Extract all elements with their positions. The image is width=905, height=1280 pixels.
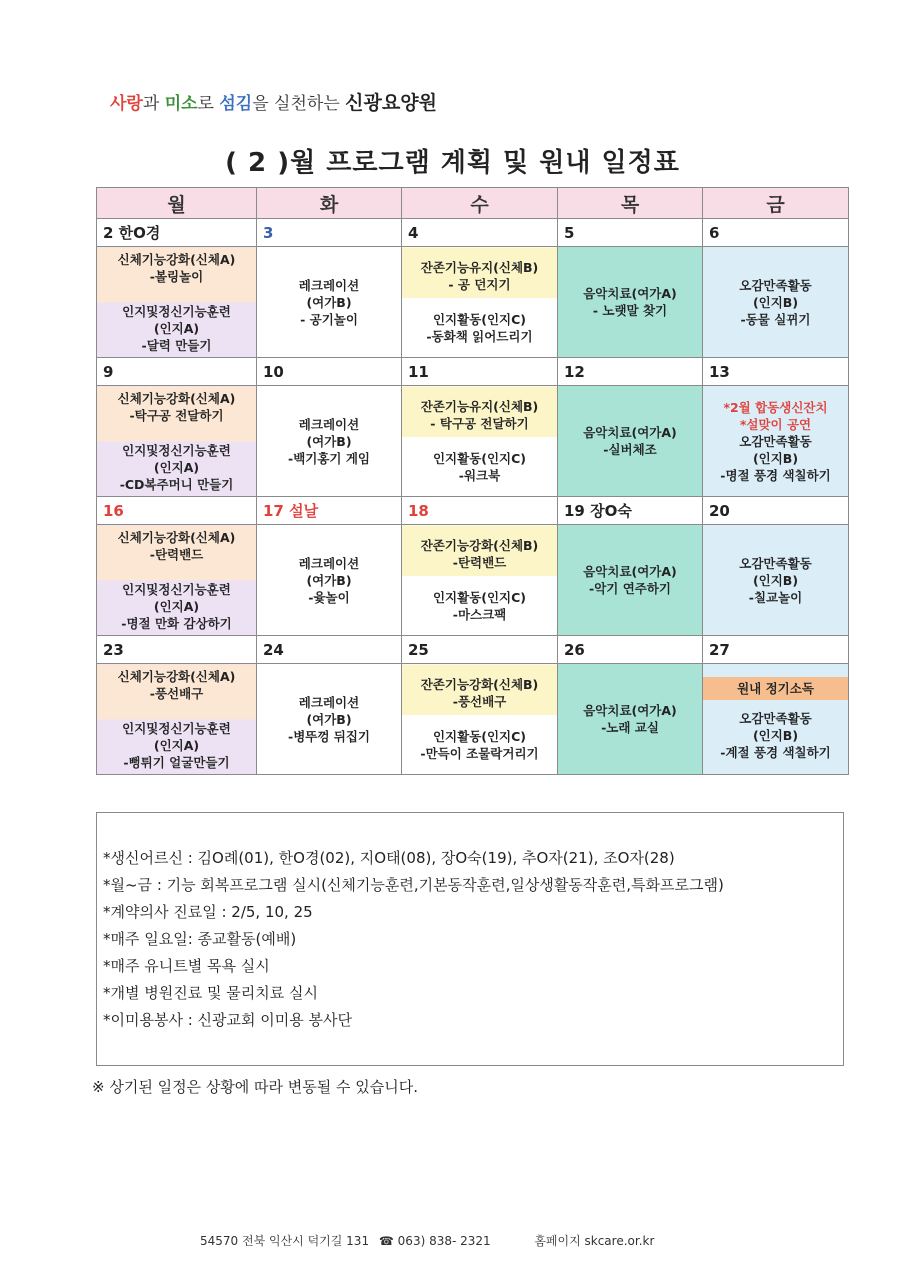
mon-programs: [97, 247, 257, 358]
date-cell: 20: [703, 497, 849, 525]
change-notice: ※ 상기된 일정은 상황에 따라 변동될 수 있습니다.: [92, 1078, 419, 1096]
cognitive-program: 인지및정신기능훈련 (인지A) -달력 만들기: [122, 303, 231, 353]
note-item: *이미용봉사 : 신광교회 이미용 봉사단: [103, 1011, 352, 1029]
date-cell: 4: [402, 219, 558, 247]
cognitive-activity-program: 인지활동(인지C) -워크북: [432, 451, 527, 483]
wed-programs: [402, 386, 558, 497]
date-cell: 11: [402, 358, 558, 386]
mon-programs: [97, 525, 257, 636]
physical-program: 신체기능강화(신체A) -볼링놀이: [117, 251, 236, 284]
cognitive-program: 인지및정신기능훈련 (인지A) -CD복주머니 만들기: [119, 442, 234, 492]
date-cell: 10: [257, 358, 402, 386]
weekday-header-row: [97, 188, 849, 219]
music-therapy-program: 음악치료(여가A) -노래 교실: [558, 664, 703, 775]
note-item: *월~금 : 기능 회복프로그램 실시(신체기능훈련,기본동작훈련,일상생활동작훈련,특화프로그램): [103, 876, 724, 894]
recreation-program: 레크레이션 (여가B) -윷놀이: [257, 525, 402, 636]
date-row: [97, 636, 849, 664]
facility-name: 신광요양원: [345, 92, 437, 114]
mon-programs: [97, 386, 257, 497]
date-cell: 3: [257, 219, 402, 247]
fri-programs: [703, 664, 849, 775]
date-cell: 16: [97, 497, 257, 525]
note-item: *개별 병원진료 및 물리치료 실시: [103, 984, 318, 1002]
residual-function-program: 잔존기능강화(신체B) -탄력밴드: [420, 538, 539, 570]
cognitive-activity-program: 인지활동(인지C) -만득이 조물락거리기: [420, 729, 539, 761]
slogan-word-smile: 미소: [164, 94, 198, 114]
physical-program: 신체기능강화(신체A) -탁구공 전달하기: [117, 390, 236, 423]
weekday-mon: 월: [97, 188, 257, 219]
cognitive-program: 인지및정신기능훈련 (인지A) -뻥튀기 얼굴만들기: [122, 720, 231, 770]
recreation-program: 레크레이션 (여가B) -백기홍기 게임: [257, 386, 402, 497]
page-title: ( 2 )월 프로그램 계획 및 원내 일정표: [225, 148, 680, 178]
program-row: [97, 247, 849, 358]
date-row: [97, 219, 849, 247]
note-item: *생신어르신 : 김O례(01), 한O경(02), 지O태(08), 장O숙(19), 추O자(21), 조O자(28): [103, 849, 675, 867]
physical-program: 신체기능강화(신체A) -풍선배구: [117, 668, 236, 701]
slogan-word-love: 사랑: [110, 94, 143, 114]
sensory-program: 오감만족활동 (인지B) -계절 풍경 색칠하기: [720, 710, 831, 760]
residual-function-program: 잔존기능유지(신체B) - 탁구공 전달하기: [420, 399, 539, 431]
wed-programs: [402, 247, 558, 358]
slogan-word-serve: 섬김: [219, 94, 253, 114]
disinfection-badge: 원내 정기소독: [703, 677, 848, 700]
date-cell: 27: [703, 636, 849, 664]
weekday-thu: 목: [558, 188, 703, 219]
date-cell: 24: [257, 636, 402, 664]
footer-phone: ☎ 063) 838- 2321: [378, 1234, 491, 1248]
notes-box: [96, 812, 844, 1066]
cognitive-activity-program: 인지활동(인지C) -마스크팩: [432, 590, 527, 622]
date-cell: 26: [558, 636, 703, 664]
date-cell: 25: [402, 636, 558, 664]
note-item: *매주 유니트별 목욕 실시: [103, 957, 270, 975]
date-row: [97, 497, 849, 525]
slogan-text-3: 을 실천하는: [252, 94, 346, 114]
event-note: *2월 합동생신잔치 *설맞이 공연: [723, 399, 828, 432]
note-item: *매주 일요일: 종교활동(예배): [103, 930, 297, 948]
date-cell: 13: [703, 358, 849, 386]
fri-programs: [703, 386, 849, 497]
wed-programs: [402, 525, 558, 636]
slogan-text-2: 로: [197, 94, 220, 114]
residual-function-program: 잔존기능강화(신체B) -풍선배구: [420, 677, 539, 709]
date-cell: 5: [558, 219, 703, 247]
program-row: [97, 664, 849, 775]
date-cell: 2 한O경: [97, 219, 257, 247]
music-therapy-program: 음악치료(여가A) -악기 연주하기: [558, 525, 703, 636]
recreation-program: 레크레이션 (여가B) - 공기놀이: [257, 247, 402, 358]
cognitive-activity-program: 인지활동(인지C) -동화책 읽어드리기: [426, 312, 533, 344]
slogan-text-1: 과: [142, 94, 165, 114]
date-cell: 23: [97, 636, 257, 664]
residual-function-program: 잔존기능유지(신체B) - 공 던지기: [420, 260, 539, 292]
date-cell: 9: [97, 358, 257, 386]
sensory-program: 오감만족활동 (인지B) -명절 풍경 색칠하기: [720, 433, 831, 483]
slogan: [110, 88, 437, 115]
program-row: [97, 525, 849, 636]
weekday-wed: 수: [402, 188, 558, 219]
date-cell: 17 설날: [257, 497, 402, 525]
fri-programs: [703, 247, 849, 358]
date-cell: 6: [703, 219, 849, 247]
footer-address: 54570 전북 익산시 덕기길 131: [200, 1234, 370, 1248]
date-cell: 18: [402, 497, 558, 525]
cognitive-program: 인지및정신기능훈련 (인지A) -명절 만화 감상하기: [121, 581, 232, 631]
date-cell: 12: [558, 358, 703, 386]
sensory-program: 오감만족활동 (인지B) -동물 실뀌기: [739, 277, 812, 327]
weekday-tue: 화: [257, 188, 402, 219]
weekday-fri: 금: [703, 188, 849, 219]
wed-programs: [402, 664, 558, 775]
mon-programs: [97, 664, 257, 775]
schedule-table: [96, 187, 849, 775]
note-item: *계약의사 진료일 : 2/5, 10, 25: [103, 903, 313, 921]
date-row: [97, 358, 849, 386]
music-therapy-program: 음악치료(여가A) -실버체조: [558, 386, 703, 497]
footer-homepage: 홈페이지 skcare.or.kr: [534, 1234, 655, 1248]
sensory-program: 오감만족활동 (인지B) -칠교놀이: [739, 555, 812, 605]
music-therapy-program: 음악치료(여가A) - 노랫말 찾기: [558, 247, 703, 358]
program-row: [97, 386, 849, 497]
fri-programs: [703, 525, 849, 636]
date-cell: 19 장O숙: [558, 497, 703, 525]
physical-program: 신체기능강화(신체A) -탄력밴드: [117, 529, 236, 562]
footer: [200, 1232, 654, 1249]
recreation-program: 레크레이션 (여가B) -병뚜껑 뒤집기: [257, 664, 402, 775]
